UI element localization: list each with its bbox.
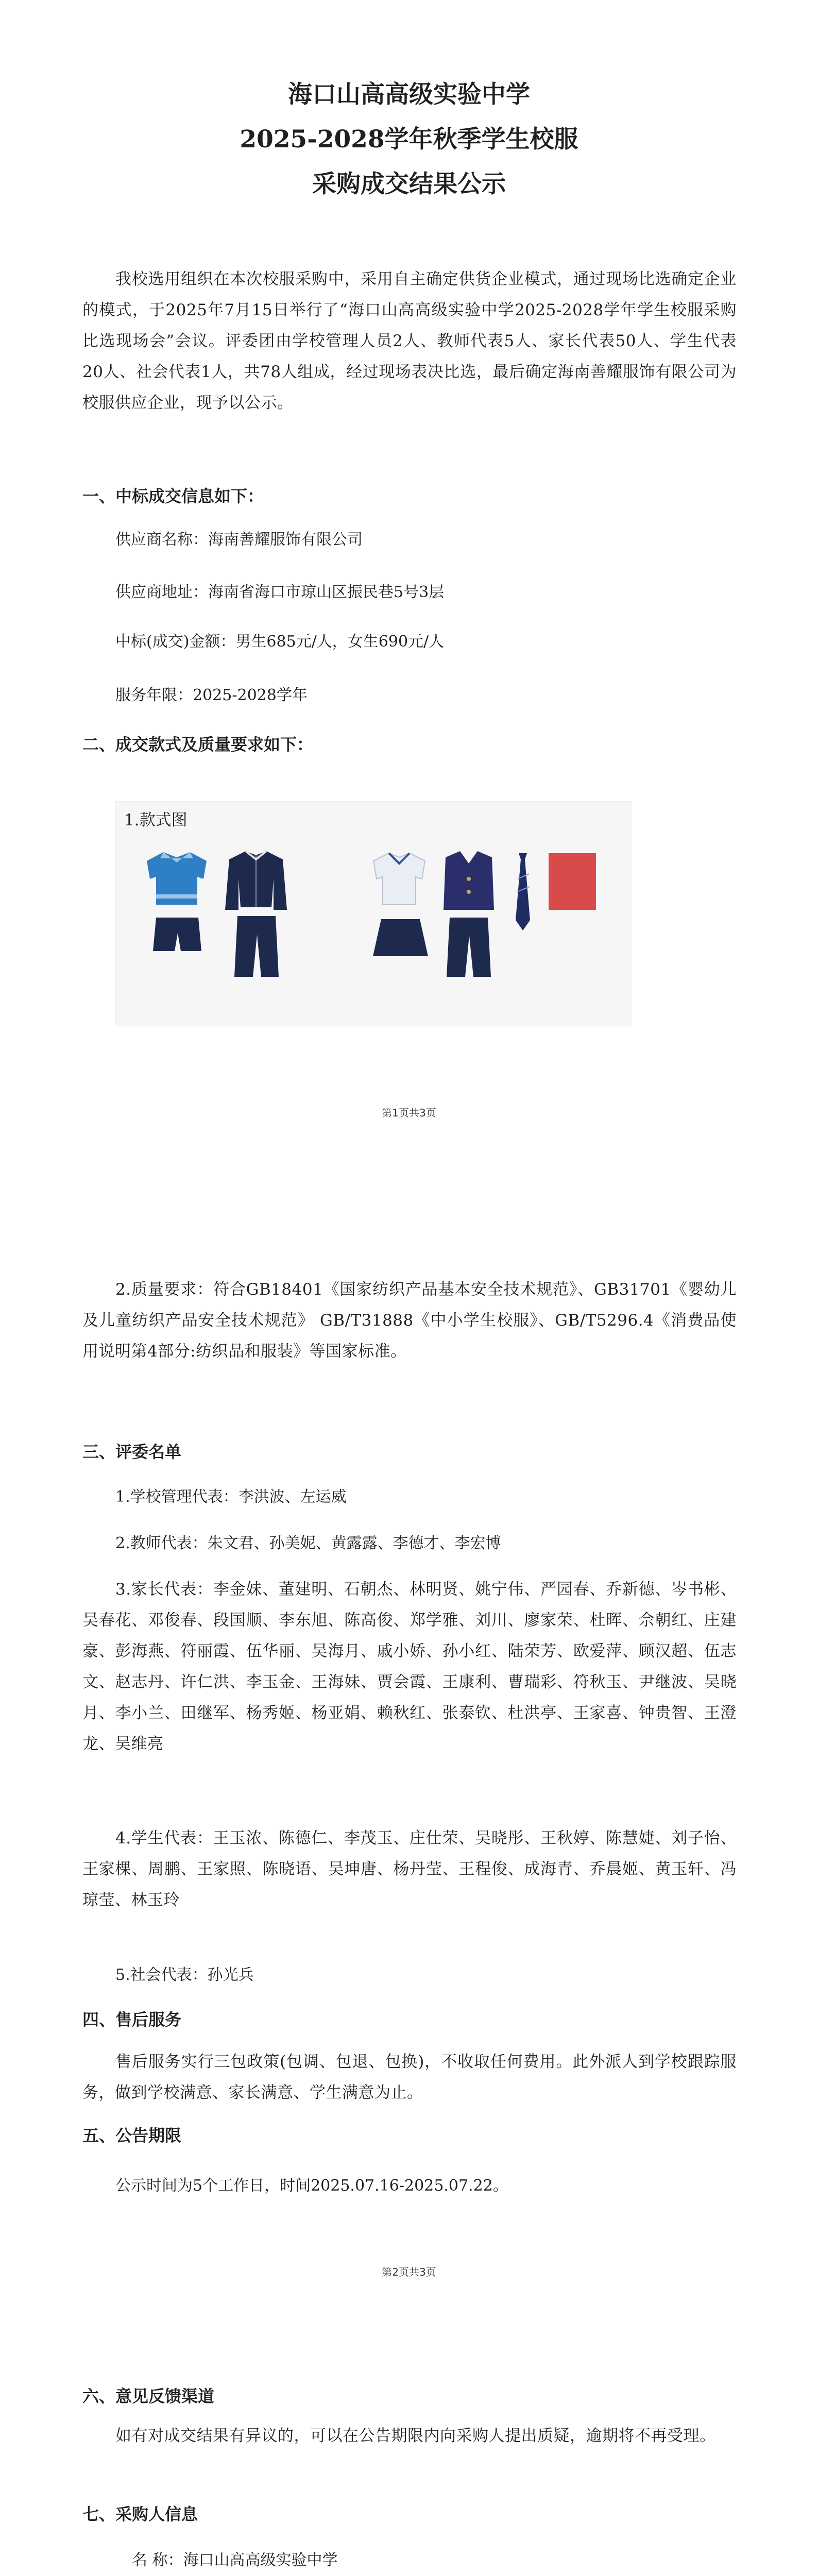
section-7-heading: 七、采购人信息 — [82, 2504, 198, 2524]
page-footer-1: 第1页共3页 — [382, 1107, 436, 1119]
section-1-heading: 一、中标成交信息如下： — [82, 486, 264, 506]
judges-students: 4.学生代表：王玉浓、陈德仁、李茂玉、庄仕荣、吴晓彤、王秋婷、陈慧婕、刘子怡、王家棵、周鹏、王家照、陈晓语、吴坤唐、杨丹莹、王程俊、成海青、乔晨姬、黄玉轩、冯琼莹、林玉玲 — [82, 1829, 737, 1909]
boys-trousers — [234, 916, 279, 977]
girls-trousers — [447, 918, 491, 977]
supplier-name: 供应商名称：海南善耀服饰有限公司 — [115, 531, 363, 549]
notice-period-text: 公示时间为5个工作日，时间2025.07.16-2025.07.22。 — [115, 2177, 508, 2195]
bid-price: 中标(成交)金额：男生685元/人，女生690元/人 — [115, 633, 445, 651]
boys-shorts — [153, 918, 201, 951]
section-3-heading: 三、评委名单 — [82, 1442, 182, 1462]
boys-polo-shirt — [147, 852, 207, 905]
quality-requirement: 2.质量要求：符合GB18401《国家纺织产品基本安全技术规范》、GB31701《婴幼儿及儿童纺织产品安全技术规范》 GB/T31888《中小学生校服》、GB/T5296.4《消费品使用说明第4部分:纺织品和服装》等国家标准。 — [82, 1280, 737, 1361]
uniform-illustration — [116, 802, 631, 1026]
section-2-heading: 二、成交款式及质量要求如下： — [82, 735, 314, 754]
supplier-address: 供应商地址：海南省海口市琼山区振民巷5号3层 — [115, 583, 445, 601]
section-4-heading: 四、售后服务 — [82, 2010, 182, 2029]
feedback-text: 如有对成交结果有异议的，可以在公告期限内向采购人提出质疑，逾期将不再受理。 — [115, 2427, 716, 2445]
title-line-1: 海口山高高级实验中学 — [288, 80, 530, 109]
uniform-style-image — [115, 801, 632, 1026]
intro-paragraph: 我校选用组织在本次校服采购中，采用自主确定供货企业模式，通过现场比选确定企业的模式，于2025年7月15日举行了“海口山高高级实验中学2025-2028学年学生校服采购比选现场会”会议。评委团由学校管理人员2人、教师代表5人、家长代表50人、学生代表20人、社会代表1人，共78人组成，经过现场表决比选，最后确定海南善耀服饰有限公司为校服供应企业，现予以公示。 — [82, 270, 737, 412]
style-image-label: 1.款式图 — [124, 811, 188, 829]
section-6-heading: 六、意见反馈渠道 — [82, 2386, 215, 2406]
page-footer-2: 第2页共3页 — [382, 2266, 436, 2278]
judges-social: 5.社会代表：孙光兵 — [115, 1966, 254, 1984]
section-5-heading: 五、公告期限 — [82, 2126, 182, 2145]
girls-shirt — [373, 853, 425, 905]
girls-vest — [444, 851, 494, 910]
after-sales-text: 售后服务实行三包政策(包调、包退、包换)，不收取任何费用。此外派人到学校跟踪服务，做到学校满意、家长满意、学生满意为止。 — [82, 2053, 737, 2102]
red-scarf — [549, 853, 596, 910]
title-line-3: 采购成交结果公示 — [312, 170, 506, 198]
girls-skirt — [373, 919, 428, 956]
boys-jacket — [225, 851, 287, 910]
title-line-2: 2025-2028学年秋季学生校服 — [240, 125, 578, 154]
judges-management: 1.学校管理代表：李洪波、左运威 — [115, 1488, 347, 1506]
judges-parents: 3.家长代表：李金妹、董建明、石朝杰、林明贤、姚宁伟、严园春、乔新德、岑书彬、吴春花、邓俊春、段国顺、李东旭、陈高俊、郑学雅、刘川、廖家荣、杜晖、佘朝红、庄建豪、彭海燕、符丽霞、伍华丽、吴海月、戚小娇、孙小红、陆荣芳、欧爱萍、顾汉超、伍志文、赵志丹、许仁洪、李玉金、王海妹、贾会霞、王康利、曹瑞彩、符秋玉、尹继波、吴晓月、李小兰、田继军、杨秀姬、杨亚娟、赖秋红、张泰钦、杜洪亭、王家喜、钟贵智、王澄龙、吴维亮 — [82, 1580, 737, 1753]
judges-teachers: 2.教师代表：朱文君、孙美妮、黄露露、李德才、李宏博 — [115, 1534, 501, 1552]
purchaser-name: 名 称：海口山高高级实验中学 — [132, 2551, 338, 2569]
necktie — [516, 853, 530, 930]
service-term: 服务年限：2025-2028学年 — [115, 686, 308, 704]
